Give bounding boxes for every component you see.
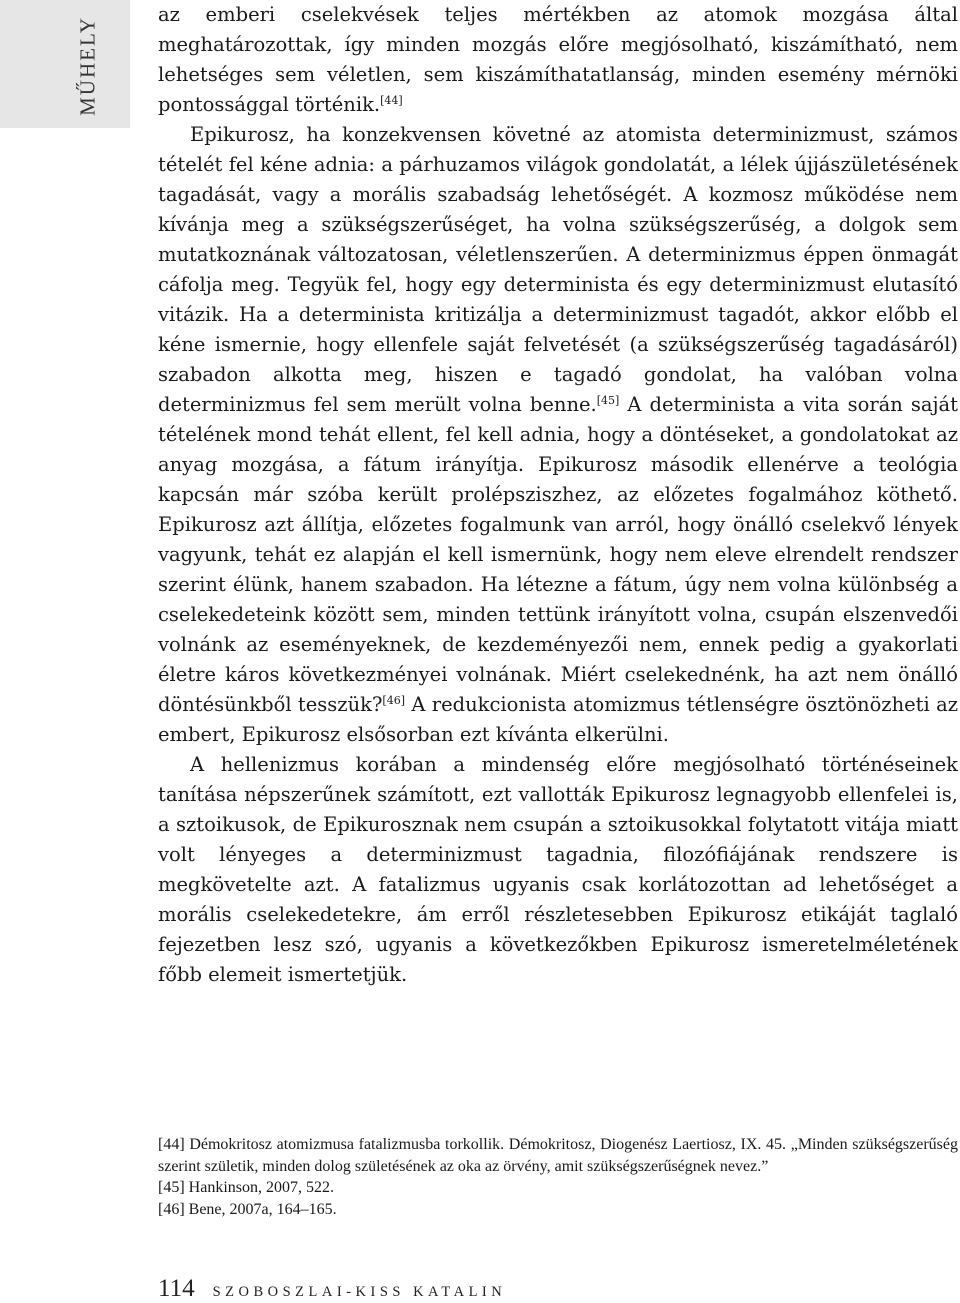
- footnote-46: [46] Bene, 2007a, 164–165.: [158, 1200, 337, 1218]
- footnote-ref-45[interactable]: [45]: [596, 394, 620, 407]
- paragraph-2-part-b: A determinista a vita során saját tételének mond tehát ellent, fel kell adnia, hogy a döntéseket, a gondolatokat az anyag mozgása, a fátum irányítja. Epikurosz második ellenérve a teológia kapcsán már szóba került prolépsziszhez, az előzetes fogalmához köthető. Epikurosz azt állítja, előzetes fogalmunk van arról, hogy önálló cselekvő lények vagyunk, tehát ez alapján el kell ismernünk, hogy nem eleve elrendelt rendszer szerint élünk, hanem szabadon. Ha létezne a fátum, úgy nem volna különbség a cselekedeteink között sem, minden tettünk irányított volna, csupán elszenvedői volnánk az eseményeknek, de kezdeményezői nem, ennek pedig a gyakorlati életre káros következményei volnának. Miért cselekednénk, ha azt nem önálló döntésünkből tesszük?: [158, 393, 958, 716]
- footnote-45: [45] Hankinson, 2007, 522.: [158, 1179, 334, 1196]
- footnote-ref-44[interactable]: [44]: [380, 94, 403, 107]
- section-tab: [0, 0, 130, 128]
- footnote-44: [44] Démokritosz atomizmusa fatalizmusba torkollik. Démokritosz, Diogenész Laertiosz, IX. 45. „Minden szükségszerűség szerint születik, minden dolog születésének az oka az örvény, amit szükségszerűségnek nevez.”: [158, 1136, 958, 1175]
- section-label: MŰHELY: [75, 16, 100, 116]
- paragraph-2: [158, 120, 958, 750]
- page-number: 114: [158, 1275, 195, 1302]
- footnotes: [158, 1134, 958, 1220]
- page-footer: [158, 1275, 658, 1303]
- paragraph-2-part-a: Epikurosz, ha konzekvensen követné az atomista determinizmust, számos tételét fel kéne adnia: a párhuzamos világok gondolatát, a lélek újjászületésének tagadását, vagy a morális szabadság lehetőségét. A kozmosz működése nem kívánja meg a szükségszerűséget, ha volna szükségszerűség, a dolgok sem mutatkoznának változatosan, véletlenszerűen. A determinizmus éppen önmagát cáfolja meg. Tegyük fel, hogy egy determinista és egy determinizmust elutasító vitázik. Ha a determinista kritizálja a determinizmust tagadót, akkor előbb el kéne ismernie, hogy ellenfele saját felvetését (a szükségszerűség tagadásáról) szabadon alkotta meg, hiszen e tagadó gondolat, ha valóban volna determinizmus fel sem merült volna benne.: [158, 123, 958, 416]
- paragraph-1: [158, 0, 958, 120]
- paragraph-2-part-c: A redukcionista atomizmus tétlenségre ösztönözheti az embert, Epikurosz elsősorban ezt kívánta elkerülni.: [158, 693, 959, 746]
- paragraph-1-text: az emberi cselekvések teljes mértékben az atomok mozgása által meghatározottak, így minden mozgás előre megjósolható, kiszámítható, nem lehetséges sem véletlen, sem kiszámíthatatlanság, minden esemény mérnöki pontossággal történik.: [158, 3, 958, 116]
- running-author: SZOBOSZLAI-KISS KATALIN: [212, 1284, 507, 1300]
- footnote-ref-46[interactable]: [46]: [382, 694, 405, 707]
- paragraph-3: A hellenizmus korában a mindenség előre megjósolható történéseinek tanítása népszerűnek számított, ezt vallották Epikurosz legnagyobb ellenfelei is, a sztoikusok, de Epikurosznak nem csupán a sztoikusokkal folytatott vitája miatt volt lényeges a determinizmust tagadnia, filozófiájának rendszere is megkövetelte azt. A fatalizmus ugyanis csak korlátozottan ad lehetőséget a morális cselekedetekre, ám erről részletesebben Epikurosz etikáját taglaló fejezetben lesz szó, ugyanis a következőkben Epikurosz ismeretelméletének főbb elemeit ismertetjük.: [158, 753, 958, 986]
- main-text: [158, 0, 958, 990]
